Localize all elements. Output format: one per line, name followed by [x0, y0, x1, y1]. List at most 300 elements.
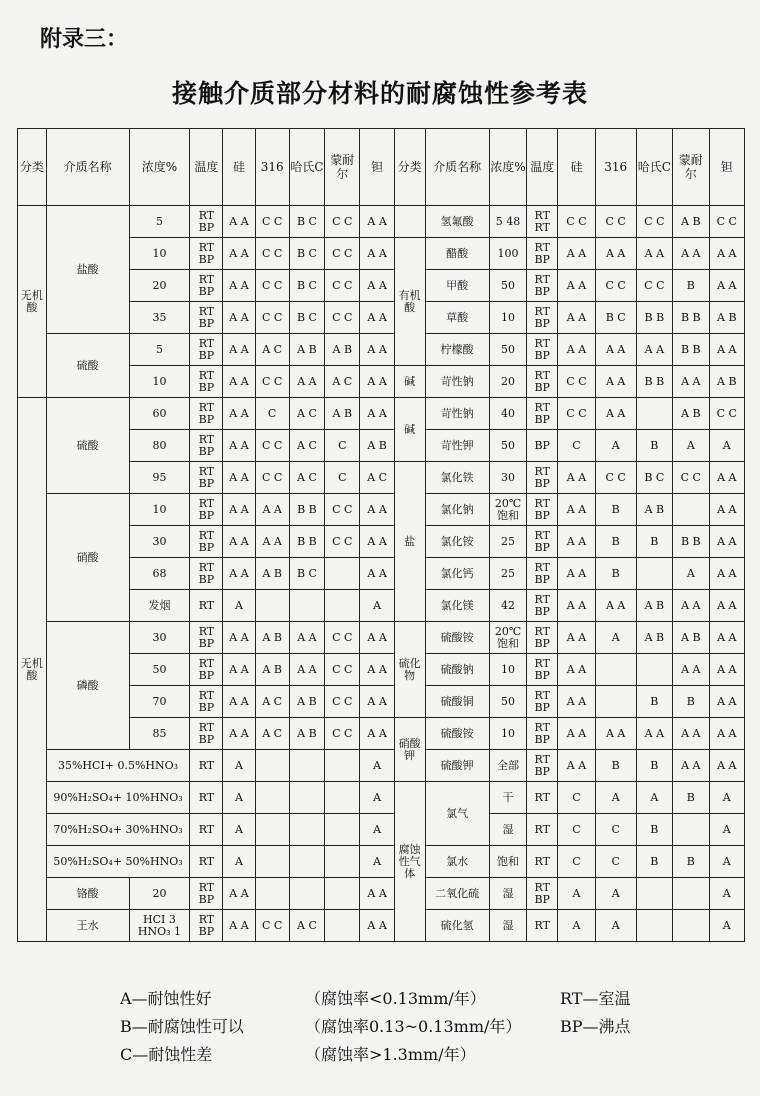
rating-cell: B C — [289, 270, 324, 302]
concentration-cell: 30 — [129, 622, 190, 654]
rating-cell: A A — [223, 398, 255, 430]
medium-name-cell: 氯化铁 — [425, 462, 489, 494]
rating-cell: A — [709, 846, 744, 878]
rating-cell: A A — [709, 750, 744, 782]
category-cell: 硫化物 — [394, 622, 425, 718]
concentration-cell: 60 — [129, 398, 190, 430]
rating-cell: A B — [255, 558, 289, 590]
medium-name-cell: 氯气 — [425, 782, 489, 846]
rating-cell: RT — [527, 782, 558, 814]
rating-cell: RT BP — [190, 238, 223, 270]
rating-cell — [255, 782, 289, 814]
col-header: 316 — [255, 129, 289, 206]
rating-cell: RT BP — [527, 526, 558, 558]
rating-cell — [325, 910, 360, 942]
rating-cell: C C — [255, 910, 289, 942]
rating-cell: A A — [709, 462, 744, 494]
rating-cell: RT BP — [527, 654, 558, 686]
rating-cell: A A — [223, 270, 255, 302]
rating-cell: A — [709, 814, 744, 846]
concentration-cell: 干 — [489, 782, 527, 814]
medium-name-cell: 硫化氢 — [425, 910, 489, 942]
rating-cell — [673, 494, 709, 526]
rating-cell: A C — [289, 430, 324, 462]
rating-cell: A A — [673, 750, 709, 782]
col-header: 316 — [595, 129, 636, 206]
rating-cell: A A — [360, 302, 394, 334]
rating-cell: RT BP — [527, 302, 558, 334]
concentration-cell: 95 — [129, 462, 190, 494]
rating-cell: A A — [636, 718, 672, 750]
concentration-cell: 湿 — [489, 814, 527, 846]
rating-cell: B B — [636, 366, 672, 398]
rating-cell: A — [223, 750, 255, 782]
rating-cell: C C — [255, 462, 289, 494]
col-header: 蒙耐尔 — [673, 129, 709, 206]
rating-cell: A — [360, 590, 394, 622]
legend-rt: RT—室温 — [560, 989, 631, 1008]
rating-cell: A B — [325, 334, 360, 366]
rating-cell: RT BP — [190, 654, 223, 686]
medium-name-cell: 硫酸铵 — [425, 718, 489, 750]
rating-cell — [325, 878, 360, 910]
corrosion-table — [17, 128, 745, 942]
rating-cell: B B — [636, 302, 672, 334]
rating-cell: A A — [709, 590, 744, 622]
concentration-cell: 20 — [129, 878, 190, 910]
medium-name-cell: 90%H₂SO₄+ 10%HNO₃ — [46, 782, 190, 814]
rating-cell: RT BP — [527, 878, 558, 910]
rating-cell: A A — [360, 622, 394, 654]
medium-name-cell: 氢氟酸 — [425, 206, 489, 238]
medium-name-cell: 氯水 — [425, 846, 489, 878]
rating-cell: A — [709, 878, 744, 910]
rating-cell: RT BP — [190, 910, 223, 942]
rating-cell: RT BP — [190, 302, 223, 334]
medium-name-cell: 铬酸 — [46, 878, 129, 910]
rating-cell: RT — [190, 590, 223, 622]
appendix-label: 附录三： — [40, 27, 129, 52]
rating-cell: C C — [255, 430, 289, 462]
rating-cell — [636, 398, 672, 430]
rating-cell — [636, 654, 672, 686]
concentration-cell: 20 — [489, 366, 527, 398]
rating-cell: RT BP — [527, 622, 558, 654]
rating-cell: A — [636, 782, 672, 814]
concentration-cell: 50 — [129, 654, 190, 686]
concentration-cell: 10 — [489, 302, 527, 334]
rating-cell: A A — [223, 686, 255, 718]
concentration-cell: 85 — [129, 718, 190, 750]
rating-cell: A A — [360, 526, 394, 558]
rating-cell: A A — [709, 622, 744, 654]
medium-name-cell: 苛性钠 — [425, 366, 489, 398]
concentration-cell: 25 — [489, 558, 527, 590]
rating-cell — [325, 846, 360, 878]
rating-cell: RT BP — [190, 430, 223, 462]
concentration-cell: 10 — [489, 654, 527, 686]
rating-cell: A A — [289, 366, 324, 398]
rating-cell: A — [595, 910, 636, 942]
rating-cell — [325, 782, 360, 814]
concentration-cell: 湿 — [489, 878, 527, 910]
rating-cell: A A — [595, 238, 636, 270]
category-cell — [394, 206, 425, 238]
rating-cell: A — [223, 782, 255, 814]
rating-cell: A A — [673, 654, 709, 686]
rating-cell: C — [325, 462, 360, 494]
rating-cell: A A — [558, 654, 596, 686]
rating-cell: B — [636, 750, 672, 782]
rating-cell: A C — [255, 718, 289, 750]
rating-cell: A — [360, 814, 394, 846]
rating-cell: A — [709, 430, 744, 462]
rating-cell: C C — [325, 686, 360, 718]
rating-cell: RT BP — [190, 526, 223, 558]
concentration-cell: 10 — [129, 238, 190, 270]
rating-cell: C C — [595, 206, 636, 238]
rating-cell: A A — [709, 718, 744, 750]
col-header: 钽 — [360, 129, 394, 206]
rating-cell: A — [673, 558, 709, 590]
rating-cell: A A — [360, 366, 394, 398]
table-row — [18, 910, 745, 942]
concentration-cell: 20℃ 饱和 — [489, 494, 527, 526]
rating-cell: A A — [709, 558, 744, 590]
rating-cell: A A — [360, 398, 394, 430]
rating-cell: A A — [709, 654, 744, 686]
rating-cell: C — [255, 398, 289, 430]
concentration-cell: 42 — [489, 590, 527, 622]
rating-cell: B — [636, 526, 672, 558]
rating-cell: A A — [558, 590, 596, 622]
rating-cell: RT BP — [527, 398, 558, 430]
concentration-cell: 5 — [129, 206, 190, 238]
rating-cell — [255, 878, 289, 910]
table-row — [18, 782, 745, 814]
rating-cell: A A — [558, 334, 596, 366]
rating-cell: C C — [325, 302, 360, 334]
table-row — [18, 398, 745, 430]
rating-cell: A A — [360, 206, 394, 238]
rating-cell: B C — [289, 238, 324, 270]
concentration-cell: 饱和 — [489, 846, 527, 878]
rating-cell: C C — [325, 654, 360, 686]
rating-cell: B C — [595, 302, 636, 334]
rating-cell: A A — [360, 238, 394, 270]
rating-cell — [636, 910, 672, 942]
rating-cell: C C — [325, 622, 360, 654]
rating-cell: C C — [325, 526, 360, 558]
rating-cell: A B — [673, 622, 709, 654]
rating-cell: A B — [360, 430, 394, 462]
rating-cell: C C — [325, 206, 360, 238]
medium-name-cell: 氯化钠 — [425, 494, 489, 526]
rating-cell — [289, 878, 324, 910]
rating-cell: A — [558, 878, 596, 910]
rating-cell: A A — [558, 718, 596, 750]
concentration-cell: 20 — [129, 270, 190, 302]
rating-cell: RT RT — [527, 206, 558, 238]
rating-cell: A A — [255, 526, 289, 558]
rating-cell — [325, 590, 360, 622]
rating-cell: C C — [325, 270, 360, 302]
rating-cell: C — [558, 782, 596, 814]
rating-cell: RT BP — [527, 718, 558, 750]
rating-cell — [289, 750, 324, 782]
rating-cell: A A — [595, 334, 636, 366]
legend-b-rate: （腐蚀率0.13~0.13mm/年） — [305, 1017, 522, 1036]
category-cell: 有机酸 — [394, 238, 425, 366]
category-cell: 无机酸 — [18, 206, 47, 398]
rating-cell: RT BP — [190, 558, 223, 590]
rating-cell: C — [558, 814, 596, 846]
rating-cell: A A — [595, 398, 636, 430]
rating-cell: A B — [709, 302, 744, 334]
concentration-cell: 湿 — [489, 910, 527, 942]
medium-name-cell: 50%H₂SO₄+ 50%HNO₃ — [46, 846, 190, 878]
rating-cell: A A — [360, 334, 394, 366]
rating-cell: RT BP — [527, 366, 558, 398]
rating-cell: RT BP — [527, 750, 558, 782]
rating-cell: C C — [558, 398, 596, 430]
col-header: 浓度% — [489, 129, 527, 206]
rating-cell: RT BP — [190, 622, 223, 654]
rating-cell: C C — [709, 206, 744, 238]
rating-cell: C C — [636, 270, 672, 302]
rating-cell: A — [558, 910, 596, 942]
rating-cell: A — [223, 846, 255, 878]
medium-name-cell: 硫酸 — [46, 398, 129, 494]
rating-cell: A A — [709, 526, 744, 558]
rating-cell: A A — [360, 910, 394, 942]
medium-name-cell: 35%HCI+ 0.5%HNO₃ — [46, 750, 190, 782]
category-cell: 腐蚀性气体 — [394, 782, 425, 942]
rating-cell: A A — [595, 590, 636, 622]
concentration-cell: 5 48 — [489, 206, 527, 238]
rating-cell: RT BP — [190, 334, 223, 366]
medium-name-cell: 硫酸钠 — [425, 654, 489, 686]
rating-cell: BP — [527, 430, 558, 462]
rating-cell: B B — [673, 526, 709, 558]
concentration-cell: 10 — [129, 366, 190, 398]
rating-cell: RT BP — [527, 494, 558, 526]
rating-cell: A — [595, 622, 636, 654]
rating-cell: A A — [360, 654, 394, 686]
rating-cell: A A — [673, 718, 709, 750]
rating-cell: A C — [289, 398, 324, 430]
medium-name-cell: 甲酸 — [425, 270, 489, 302]
rating-cell: RT BP — [527, 462, 558, 494]
rating-cell: A A — [223, 526, 255, 558]
concentration-cell: 100 — [489, 238, 527, 270]
rating-cell — [325, 558, 360, 590]
rating-cell: A A — [360, 718, 394, 750]
rating-cell: B C — [636, 462, 672, 494]
rating-cell: C C — [558, 366, 596, 398]
medium-name-cell: 盐酸 — [46, 206, 129, 334]
rating-cell: B — [595, 526, 636, 558]
rating-cell: RT BP — [190, 462, 223, 494]
rating-cell: C C — [558, 206, 596, 238]
rating-cell: RT — [527, 910, 558, 942]
concentration-cell: 发烟 — [129, 590, 190, 622]
rating-cell: C — [325, 430, 360, 462]
rating-cell: A B — [289, 334, 324, 366]
rating-cell: A B — [255, 622, 289, 654]
concentration-cell: 30 — [489, 462, 527, 494]
category-cell: 碱 — [394, 366, 425, 398]
rating-cell: B C — [289, 206, 324, 238]
rating-cell: A A — [223, 494, 255, 526]
rating-cell: A A — [289, 654, 324, 686]
rating-cell: A A — [709, 270, 744, 302]
rating-cell: A A — [595, 366, 636, 398]
table-row — [18, 878, 745, 910]
col-header: 钽 — [709, 129, 744, 206]
table-row — [18, 814, 745, 846]
rating-cell: A — [223, 814, 255, 846]
legend-a-rate: （腐蚀率<0.13mm/年） — [305, 989, 486, 1008]
concentration-cell: 68 — [129, 558, 190, 590]
rating-cell: A A — [558, 622, 596, 654]
rating-cell: A — [360, 750, 394, 782]
rating-cell: A A — [360, 270, 394, 302]
header-row — [18, 129, 745, 206]
rating-cell: A A — [223, 430, 255, 462]
concentration-cell: 35 — [129, 302, 190, 334]
medium-name-cell: 硫酸铵 — [425, 622, 489, 654]
concentration-cell: 10 — [489, 718, 527, 750]
rating-cell: RT BP — [527, 590, 558, 622]
concentration-cell: 50 — [489, 430, 527, 462]
rating-cell: A A — [360, 878, 394, 910]
rating-cell: B B — [673, 334, 709, 366]
rating-cell: A — [709, 910, 744, 942]
concentration-cell: 50 — [489, 270, 527, 302]
rating-cell: A — [595, 430, 636, 462]
medium-name-cell: 硝酸 — [46, 494, 129, 622]
medium-name-cell: 氯化钙 — [425, 558, 489, 590]
rating-cell — [673, 878, 709, 910]
medium-name-cell: 氯化镁 — [425, 590, 489, 622]
rating-cell: B — [595, 558, 636, 590]
rating-cell: B — [595, 750, 636, 782]
col-header: 哈氏C — [636, 129, 672, 206]
legend-c-rate: （腐蚀率>1.3mm/年） — [305, 1045, 476, 1064]
medium-name-cell: 二氧化硫 — [425, 878, 489, 910]
rating-cell: A B — [709, 366, 744, 398]
rating-cell: A — [709, 782, 744, 814]
rating-cell: B — [636, 686, 672, 718]
concentration-cell: 25 — [489, 526, 527, 558]
rating-cell: A A — [223, 462, 255, 494]
rating-cell — [636, 558, 672, 590]
medium-name-cell: 硫酸钾 — [425, 750, 489, 782]
rating-cell — [673, 910, 709, 942]
rating-cell: B B — [289, 526, 324, 558]
rating-cell — [255, 750, 289, 782]
rating-cell: A C — [255, 686, 289, 718]
concentration-cell: 5 — [129, 334, 190, 366]
rating-cell: A A — [558, 686, 596, 718]
concentration-cell: HCI 3 HNO₃ 1 — [129, 910, 190, 942]
rating-cell: C C — [255, 270, 289, 302]
table-row — [18, 206, 745, 238]
rating-cell: C C — [595, 462, 636, 494]
rating-cell: A A — [673, 366, 709, 398]
rating-cell: C C — [255, 366, 289, 398]
rating-cell: A — [595, 878, 636, 910]
category-cell: 硝酸钾 — [394, 718, 425, 782]
rating-cell: A A — [558, 494, 596, 526]
rating-cell: A — [673, 430, 709, 462]
rating-cell: C C — [673, 462, 709, 494]
rating-cell: A — [360, 782, 394, 814]
concentration-cell: 50 — [489, 334, 527, 366]
rating-cell: A A — [709, 494, 744, 526]
rating-cell: RT BP — [190, 270, 223, 302]
concentration-cell: 30 — [129, 526, 190, 558]
legend-bp: BP—沸点 — [560, 1017, 631, 1036]
legend-b: B—耐腐蚀性可以 — [120, 1017, 244, 1036]
rating-cell: RT — [527, 814, 558, 846]
col-header: 温度 — [527, 129, 558, 206]
rating-cell: A — [223, 590, 255, 622]
concentration-cell: 10 — [129, 494, 190, 526]
rating-cell: RT BP — [190, 494, 223, 526]
rating-cell: A A — [360, 686, 394, 718]
rating-cell: A A — [709, 334, 744, 366]
rating-cell: A C — [255, 334, 289, 366]
rating-cell: B — [673, 270, 709, 302]
rating-cell — [673, 814, 709, 846]
rating-cell: C — [595, 814, 636, 846]
rating-cell: A A — [558, 270, 596, 302]
rating-cell: A — [595, 782, 636, 814]
concentration-cell: 70 — [129, 686, 190, 718]
table-row — [18, 622, 745, 654]
rating-cell: B C — [289, 302, 324, 334]
rating-cell: A C — [289, 462, 324, 494]
table-row — [18, 494, 745, 526]
table-row — [18, 846, 745, 878]
rating-cell: A A — [223, 206, 255, 238]
rating-cell — [289, 846, 324, 878]
rating-cell: A B — [289, 718, 324, 750]
rating-cell: RT — [190, 814, 223, 846]
medium-name-cell: 氯化铵 — [425, 526, 489, 558]
rating-cell: A A — [636, 238, 672, 270]
col-header: 蒙耐尔 — [325, 129, 360, 206]
rating-cell — [255, 590, 289, 622]
legend-a: A—耐蚀性好 — [120, 989, 212, 1008]
rating-cell: A B — [325, 398, 360, 430]
rating-cell: A B — [636, 494, 672, 526]
rating-cell: A A — [223, 558, 255, 590]
rating-cell: RT BP — [190, 686, 223, 718]
rating-cell: A C — [325, 366, 360, 398]
rating-cell: A A — [558, 750, 596, 782]
rating-cell: A A — [673, 590, 709, 622]
medium-name-cell: 苛性钠 — [425, 398, 489, 430]
rating-cell — [325, 750, 360, 782]
legend-c: C—耐蚀性差 — [120, 1045, 213, 1064]
rating-cell — [255, 846, 289, 878]
rating-cell: A A — [558, 558, 596, 590]
col-header: 分类 — [394, 129, 425, 206]
rating-cell — [289, 590, 324, 622]
